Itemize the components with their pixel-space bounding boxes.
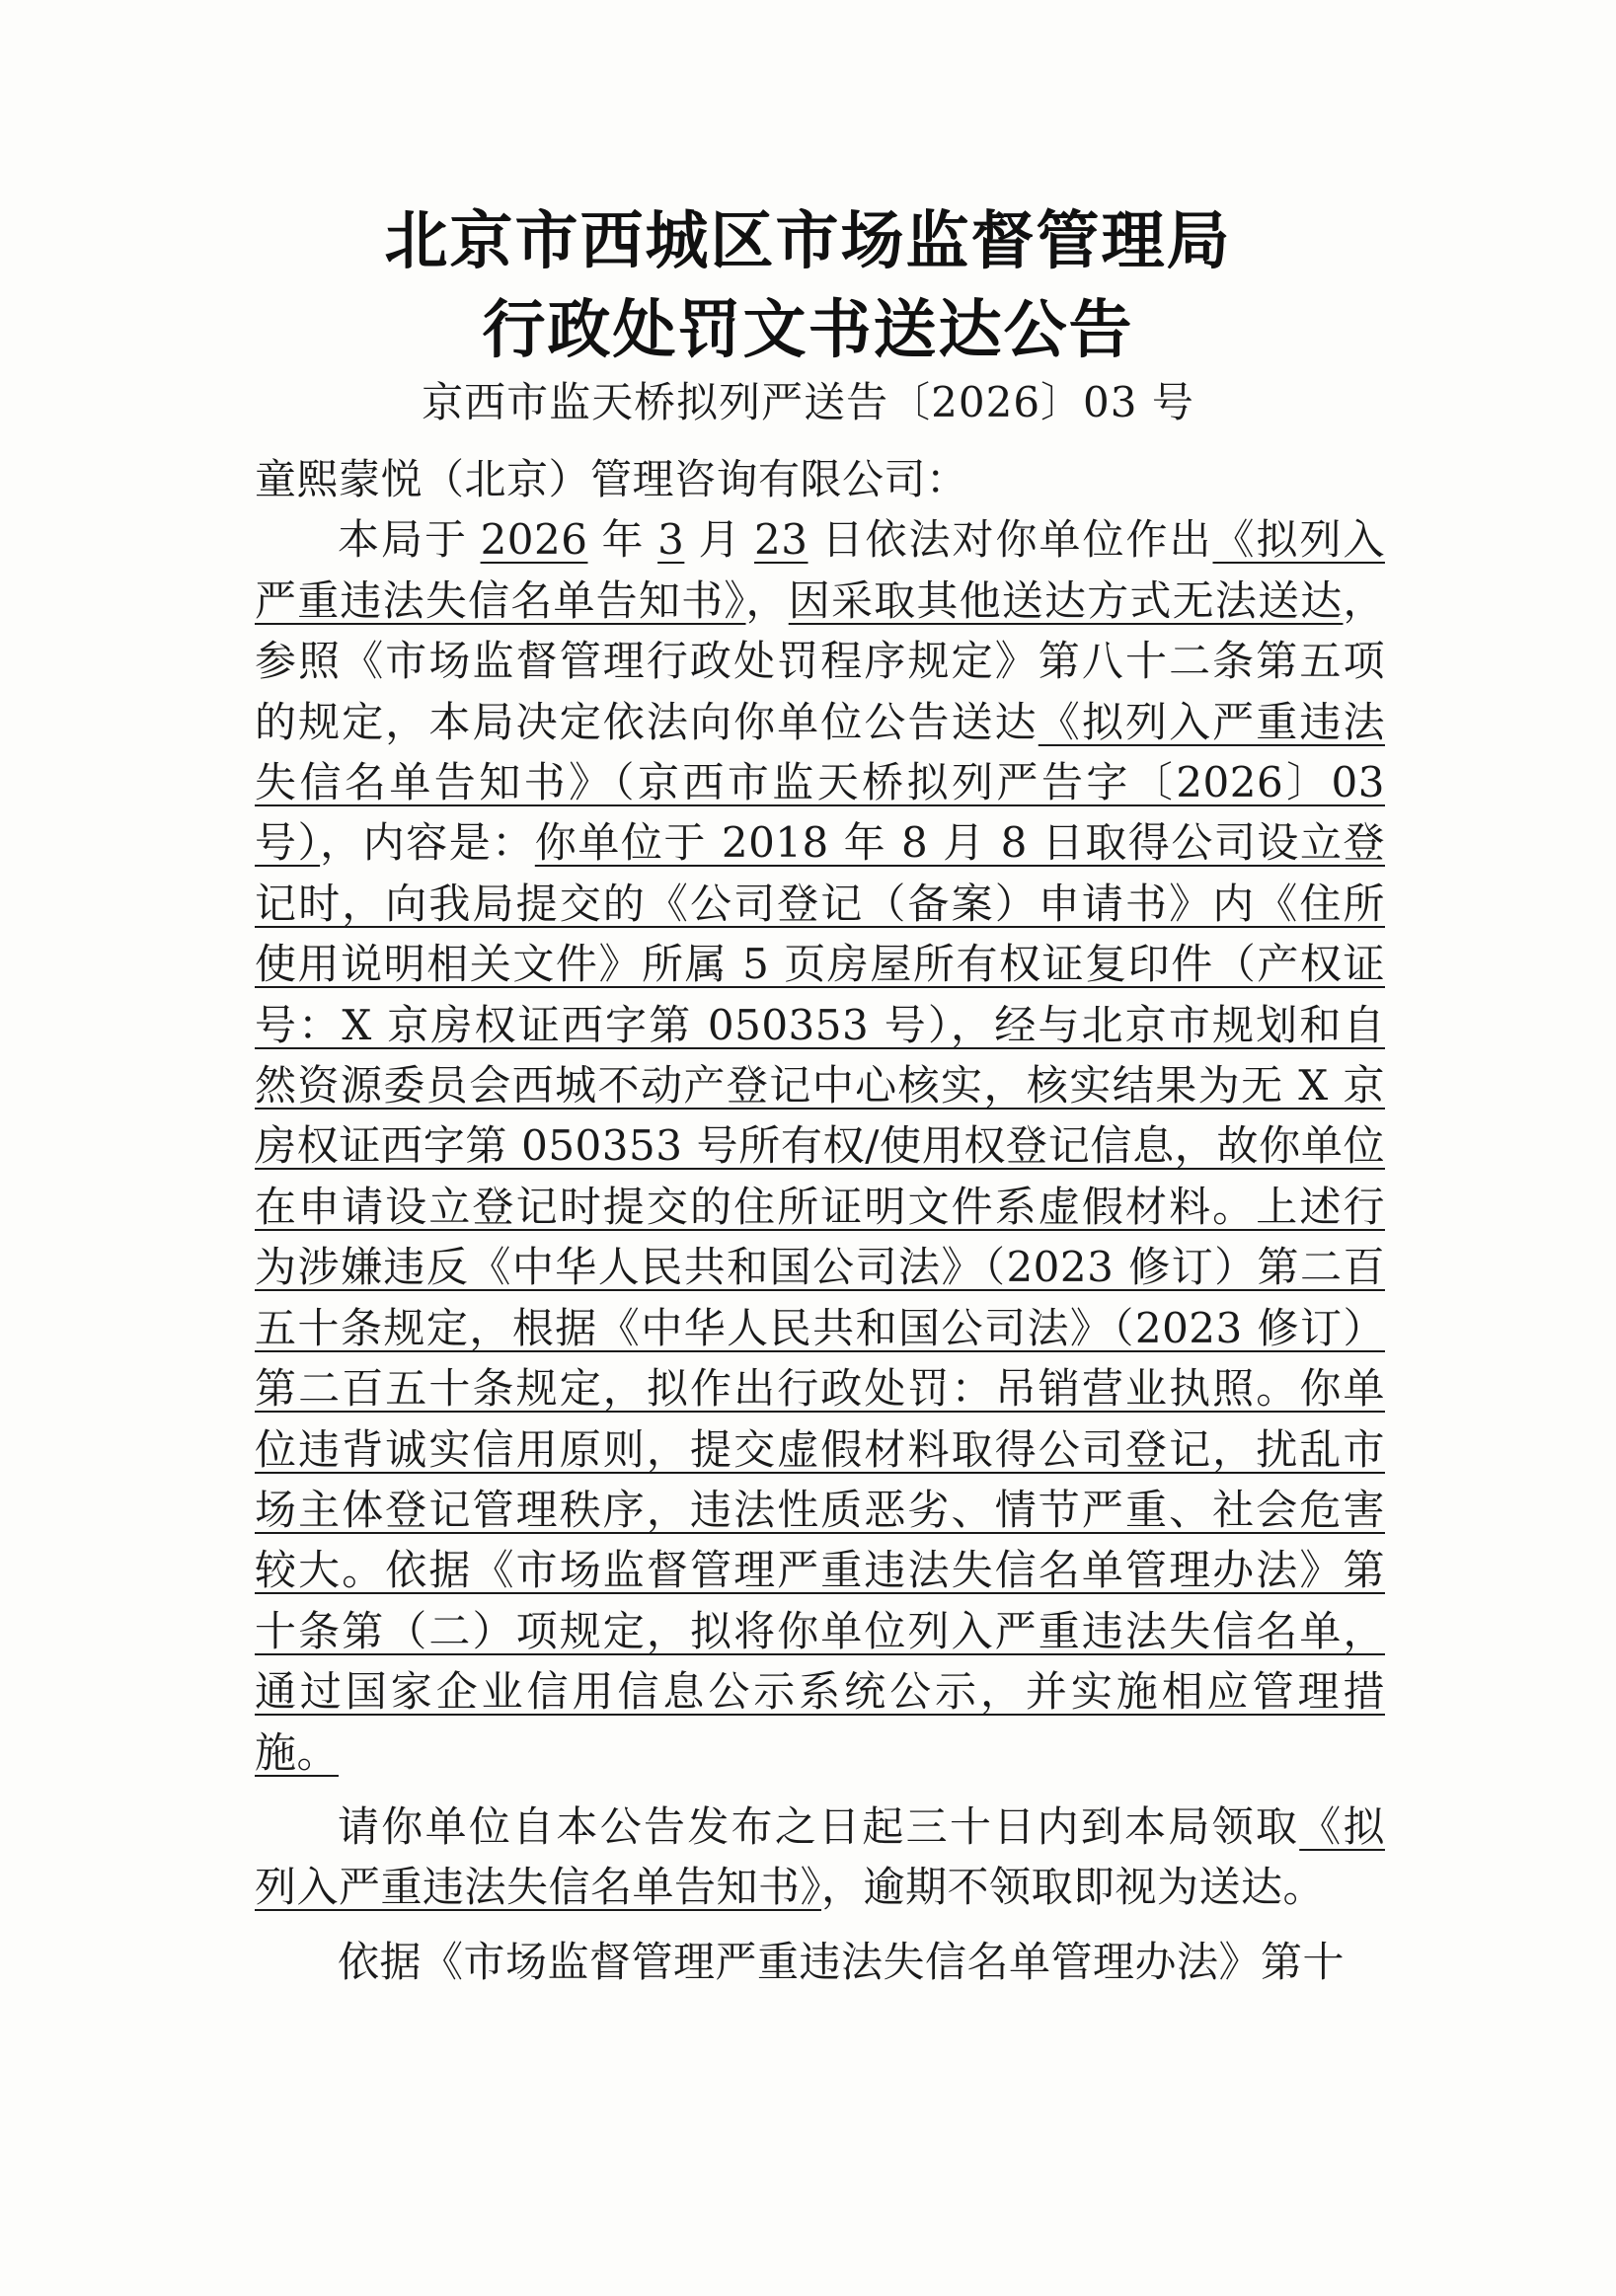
p1-text-e: ， bbox=[745, 575, 789, 625]
p2-text-a: 请你单位自本公告发布之日起三十日内到本局领取 bbox=[338, 1801, 1300, 1851]
p1-text-c: 月 bbox=[696, 515, 742, 565]
p1-year: 2026 bbox=[480, 515, 588, 565]
p1-day: 23 bbox=[754, 515, 808, 565]
paragraph-basis: 依据《市场监督管理严重违法失信名单管理办法》第十 bbox=[338, 1937, 1346, 1986]
p1-reason: 因采取其他送达方式无法送达 bbox=[788, 575, 1344, 625]
p1-text-f: ，参照《市场监督管理行政处罚程序规定》第八十二条第五项的规定，本局决定依法向你单位公告送达 bbox=[255, 575, 1385, 746]
p1-text-g: ，内容是： bbox=[320, 818, 535, 868]
p2-text-b: ，逾期不领取即视为送达。 bbox=[821, 1863, 1326, 1912]
document-number: 京西市监天桥拟列严送告〔2026〕03 号 bbox=[422, 378, 1194, 426]
document-body bbox=[255, 449, 1385, 1992]
p1-doc-title-2: 《拟列入严重违法失信名单告知书》（京西市监天桥拟列严告字〔2026〕03 号） bbox=[255, 697, 1385, 868]
title-line-1: 北京市西城区市场监督管理局 bbox=[384, 205, 1232, 278]
p1-text-b: 年 bbox=[600, 515, 646, 565]
p1-content: 你单位于 2018 年 8 月 8 日取得公司设立登记时，向我局提交的《公司登记（备案）申请书》内《住所使用说明相关文件》所属 5 页房屋所有权证复印件（产权证号：X 京房权证西字第 050353 号），经与北京市规划和自然资源委员会西城不动产登记中心核实，核实结果为无 X 京房权证西字第 050353 号所有权/使用权登记信息，故你单位在申请设立登记时提交的住所证明文件系虚假材料。上述行为涉嫌违反《中华人民共和国公司法》（2023 修订）第二百五十条规定，根据《中华人民共和国公司法》（2023 修订）第二百五十条规定，拟作出行政处罚：吊销营业执照。你单位违背诚实信用原则，提交虚假材料取得公司登记，扰乱市场主体登记管理秩序，违法性质恶劣、情节严重、社会危害较大。依据《市场监督管理严重违法失信名单管理办法》第十条第（二）项规定，拟将你单位列入严重违法失信名单，通过国家企业信用信息公示系统公示，并实施相应管理措施。 bbox=[255, 818, 1385, 1777]
p1-month: 3 bbox=[657, 515, 685, 565]
paragraph-notice bbox=[255, 509, 1385, 1783]
addressee: 童熙蒙悦（北京）管理咨询有限公司： bbox=[255, 455, 968, 503]
paragraph-collection bbox=[255, 1797, 1385, 1918]
p2-doc-title: 《拟列入严重违法失信名单告知书》 bbox=[255, 1801, 1385, 1912]
p1-text-a: 本局于 bbox=[338, 515, 468, 565]
title-line-2: 行政处罚文书送达公告 bbox=[482, 294, 1134, 367]
p1-doc-title-1: 《拟列入严重违法失信名单告知书》 bbox=[255, 515, 1385, 625]
p1-text-d: 日依法对你单位作出 bbox=[820, 515, 1213, 565]
